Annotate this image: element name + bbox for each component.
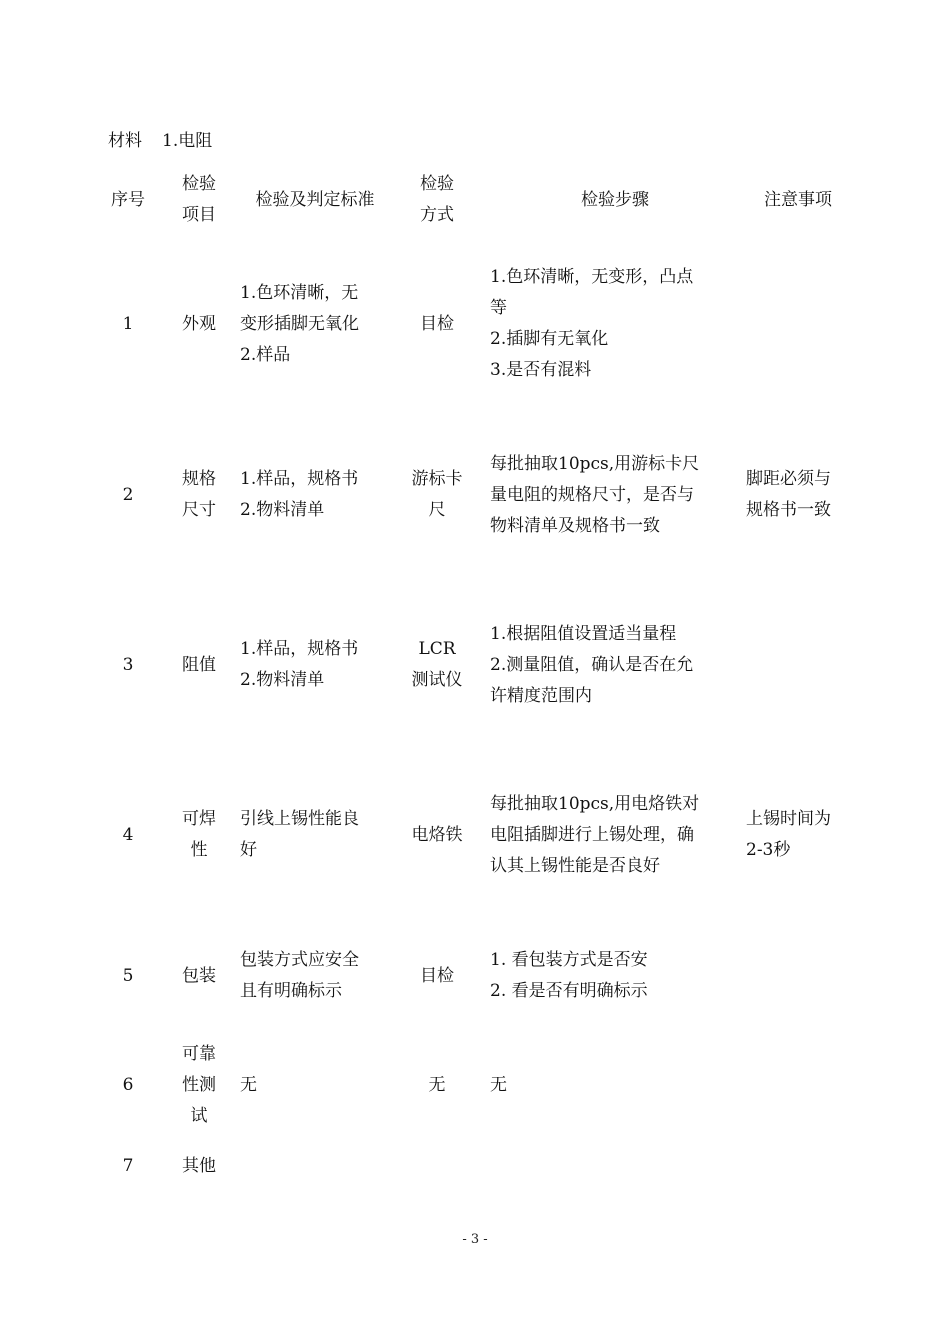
row-4-steps-cell [490,789,740,882]
row-4-notes-text: 2-3秒 [746,840,791,860]
row-2-method-text: 游标卡 [411,469,463,489]
row-2-standard-text: 2.物料清单 [240,500,325,520]
row-2-notes-text: 脚距必须与 [746,469,831,489]
header-standard-text: 检验及判定标准 [255,189,375,210]
row-4-method-text: 电烙铁 [411,824,463,845]
row-1-standard-text: 2.样品 [240,344,291,365]
row-1-steps-text: 1.色环清晰，无变形，凸点 [490,267,694,287]
row-4-steps-text: 认其上锡性能是否良好 [490,855,660,876]
row-4-seq-text: 4 [122,824,134,845]
row-4-seq-cell [100,820,156,851]
row-3-steps-cell [490,619,740,712]
row-4-method-cell [400,820,474,851]
row-5-method-text: 目检 [420,965,454,986]
row-5-standard-text: 包装方式应安全 [240,950,359,970]
row-4-notes-text: 上锡时间为 [746,809,831,829]
header-steps-text: 检验步骤 [581,189,649,210]
row-3-item-text: 阻值 [182,654,216,675]
row-2-steps-cell [490,449,740,542]
row-3-steps-text: 许精度范围内 [490,685,592,706]
row-2-steps-text: 每批抽取10pcs,用游标卡尺 [490,453,700,474]
row-3-steps-text: 1.根据阻值设置适当量程 [490,623,677,644]
row-6-item-cell [170,1039,228,1132]
row-6-item-text: 试 [190,1105,208,1126]
row-5-steps-text: 1. 看包装方式是否安 [490,950,648,970]
header-item-text: 检验 [182,174,216,194]
row-4-standard-cell [240,804,390,866]
row-2-method-cell [400,464,474,526]
row-1-steps-text: 等 [490,298,507,318]
row-1-standard-text: 变形插脚无氧化 [240,313,359,334]
material-value: 1.电阻 [162,131,213,151]
row-5-item-cell [170,961,228,992]
row-1-method-cell [400,309,474,340]
row-3-standard-text: 2.物料清单 [240,670,325,690]
row-7-item-text: 其他 [182,1155,216,1176]
row-6-standard-cell [240,1070,390,1101]
row-1-seq-cell [100,309,156,340]
header-notes-cell [746,185,850,216]
row-6-method-cell [400,1070,474,1101]
header-method-text: 检验 [420,174,454,194]
row-1-standard-text: 1.色环清晰，无 [240,282,359,303]
material-heading [108,126,212,157]
page-number: - 3 - [462,1232,488,1247]
row-2-steps-text: 量电阻的规格尺寸，是否与 [490,484,694,505]
row-2-item-cell [170,464,228,526]
row-1-steps-cell [490,262,740,386]
header-seq-cell [100,185,156,216]
row-4-item-cell [170,804,228,866]
row-2-method-text: 尺 [428,500,446,520]
row-3-method-cell [400,634,474,696]
row-5-item-text: 包装 [182,965,216,986]
row-5-method-cell [400,961,474,992]
row-2-notes-cell [746,464,850,526]
row-5-seq-cell [100,961,156,992]
row-3-standard-text: 1.样品，规格书 [240,639,359,659]
row-4-notes-cell [746,804,850,866]
row-2-seq-text: 2 [122,484,134,505]
row-6-seq-text: 6 [122,1074,134,1095]
row-2-standard-cell [240,464,390,526]
row-6-item-text: 性测 [182,1074,216,1095]
row-6-item-text: 可靠 [182,1043,216,1064]
header-method-text: 方式 [420,205,454,225]
row-2-item-text: 规格 [182,469,216,489]
row-1-steps-text: 2.插脚有无氧化 [490,329,609,349]
header-seq-text: 序号 [111,189,145,210]
row-2-notes-text: 规格书一致 [746,500,831,520]
row-5-steps-cell [490,945,740,1007]
row-4-item-text: 性 [190,840,208,860]
row-3-seq-cell [100,650,156,681]
row-2-seq-cell [100,480,156,511]
row-7-seq-text: 7 [122,1155,134,1176]
row-1-standard-cell [240,278,390,371]
row-5-steps-text: 2. 看是否有明确标示 [490,981,648,1001]
row-3-method-text: 测试仪 [411,670,463,690]
row-2-steps-text: 物料清单及规格书一致 [490,515,660,536]
row-2-item-text: 尺寸 [182,500,216,520]
row-1-method-text: 目检 [420,313,454,334]
row-4-item-text: 可焊 [182,809,216,829]
header-item-cell [170,169,228,231]
row-5-standard-text: 且有明确标示 [240,981,342,1001]
header-method-cell [400,169,474,231]
row-1-item-text: 外观 [182,313,216,334]
row-5-seq-text: 5 [122,965,134,986]
row-5-standard-cell [240,945,390,1007]
header-notes-text: 注意事项 [764,189,832,210]
header-item-text: 项目 [182,205,216,225]
row-6-steps-text: 无 [490,1074,507,1095]
row-3-item-cell [170,650,228,681]
row-6-method-text: 无 [428,1074,446,1095]
row-7-seq-cell [100,1151,156,1182]
row-3-steps-text: 2.测量阻值，确认是否在允 [490,654,694,675]
row-1-item-cell [170,309,228,340]
material-label: 材料 [108,131,142,151]
row-3-method-text: LCR [418,639,456,659]
row-1-seq-text: 1 [122,313,134,334]
row-4-steps-text: 每批抽取10pcs,用电烙铁对 [490,793,700,814]
row-3-standard-cell [240,634,390,696]
row-4-steps-text: 电阻插脚进行上锡处理，确 [490,824,694,845]
row-6-steps-cell [490,1070,740,1101]
row-4-standard-text: 引线上锡性能良 [240,809,359,829]
row-1-steps-text: 3.是否有混料 [490,360,592,380]
header-standard-cell [240,185,390,216]
row-6-seq-cell [100,1070,156,1101]
row-4-standard-text: 好 [240,840,257,860]
row-2-standard-text: 1.样品，规格书 [240,469,359,489]
header-steps-cell [490,185,740,216]
row-3-seq-text: 3 [122,654,134,675]
row-6-standard-text: 无 [240,1074,257,1095]
row-7-item-cell [170,1151,228,1182]
